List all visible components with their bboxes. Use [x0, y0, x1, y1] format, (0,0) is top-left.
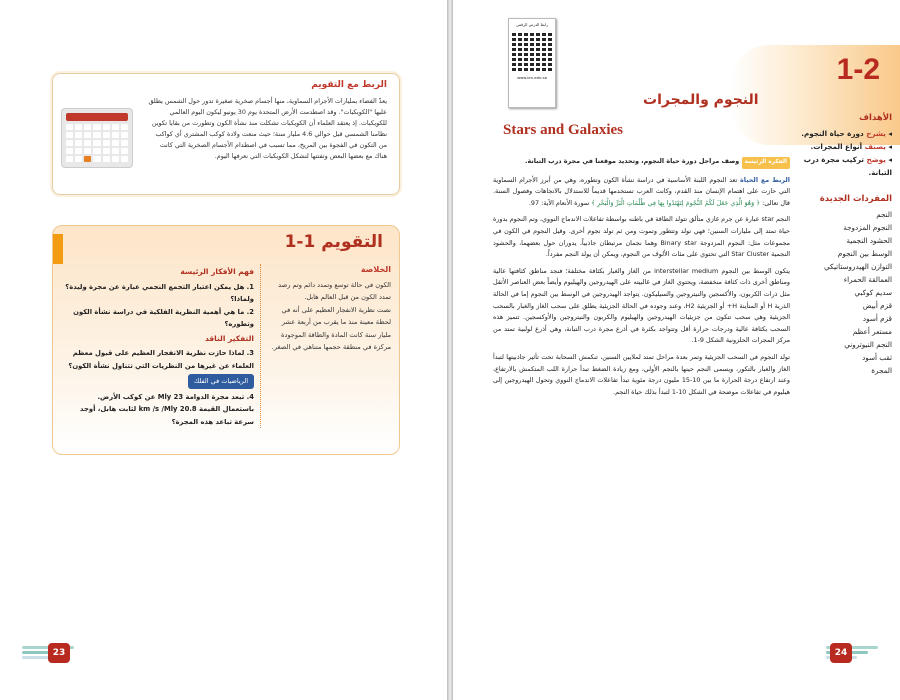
main-text-column [493, 156, 790, 403]
paragraph-2: النجم star عبارة عن جرم غازي متألق تتولد الطاقة في باطنه بواسطة تفاعلات الاندماج النووي، وتم النجوم بدورة حياة تمتد إلى مليارات السنين؛ فهي تولد وتتطور وتموت ومن ثم تولد نجوم أخرى. وقيل النجوم في الكون في مجموعات مثل: النجوم المزدوجة Binary star وهما نجمان مرتبطان جاذبياً، يدوران حول بعضهما، والحشود النجمية Star Cluster التي تحتوي على مئات الألوف من النجوم، ويمكن أن يولد النجم مفرداً. [493, 215, 791, 259]
lesson-title-arabic: النجوم والمجرات [643, 92, 759, 108]
vocab-heading: المفردات الجديدة [819, 194, 892, 204]
page-number: 23 [48, 643, 70, 663]
vocab-item: النجم [876, 210, 892, 219]
objectives-sidebar [792, 110, 892, 377]
question-3: 3. لماذا حازت نظرية الانفجار العظيم على قبول معظم العلماء عن غيرها من النظريات التي تتناول نشأة الكون؟ [68, 349, 254, 370]
box-title: الربط مع التقويم [311, 80, 387, 90]
vocab-item: الحشود النجمية [846, 236, 892, 245]
decorative-tab [53, 234, 63, 264]
critical-thinking-heading: التفكير الناقد [204, 333, 254, 343]
questions-column [65, 264, 261, 428]
question-1: 1. هل يمكن اعتبار التجمع النجمي عبارة عن مجرة وليدة؟ ولماذا؟ [65, 282, 254, 303]
calendar-image [61, 108, 133, 168]
vocab-item: النجوم المزدوجة [843, 223, 892, 232]
page-number: 24 [830, 643, 852, 663]
left-page [0, 0, 447, 700]
objective-item: ◂ يوضح تركيب مجرة درب التبانة. [803, 155, 892, 177]
vocab-item: العمالقة الحمراء [843, 275, 892, 284]
summary-item: نصت نظرية الانفجار العظيم على أنه في لحظة معينة منذ ما يقرب من أربعة عشر مليار سنة كانت المادة والطاقة الموجودة مركزة في منطقة حجمها متناهي في الصغر. [271, 305, 391, 351]
vocab-item: التوازن الهيدروستاتيكي [824, 262, 892, 271]
vocab-item: مستعر أعظم [852, 327, 892, 336]
vocab-item: النجم النيوتروني [844, 340, 892, 349]
main-idea-tag: الفكرة الرئيسة [742, 157, 790, 169]
summary-column [271, 264, 391, 354]
vocab-item: ثقب أسود [862, 353, 892, 362]
paragraph-1: الربط مع الحياة تعد النجوم اللبنة الأساسية في دراسة نشأة الكون وتطوره، وهي من أبرز الأجرام السماوية التي حازت على اهتمام الإنسان منذ القدم، وكانت العرب تستخدمها قديماً للاستدلال بالاتجاهات وفصول السنة. قال تعالى: ﴿ وَهُوَ الَّذِي جَعَلَ لَكُمُ النُّجُومَ لِتَهْتَدُوا بِهَا فِي ظُلُمَاتِ الْبَرِّ وَالْبَحْرِ ﴾ سورة الأنعام الآية: 97. [493, 175, 790, 207]
vocab-item: قزم أسود [862, 314, 892, 323]
summary-heading: الخلاصة [360, 265, 391, 274]
assessment-link-box [52, 73, 400, 195]
vocab-item: المجرة [871, 366, 892, 375]
vocab-item: الوسط بين النجوم [837, 249, 892, 258]
quran-verse: ﴿ وَهُوَ الَّذِي جَعَلَ لَكُمُ النُّجُومَ لِتَهْتَدُوا بِهَا فِي ظُلُمَاتِ الْبَرِّ وَالْبَحْرِ ﴾ [591, 198, 761, 207]
summary-item: الكون في حالة توسع وتمدد دائم وتم رصد تمدد الكون من قبل العالم هابل. [278, 280, 391, 301]
main-ideas-heading: فهم الأفكار الرئيسة [180, 267, 254, 276]
qr-label: رابط الدرس الرقمي [515, 22, 549, 27]
qr-url: www.ien.edu.sa [517, 75, 547, 80]
objective-item: ◂ يصنف أنواع المجرات. [810, 142, 892, 151]
objective-item: ◂ يشرح دورة حياة النجوم. [801, 129, 892, 138]
main-idea [493, 156, 790, 169]
question-4: 4. تبعد مجرة الدوامة Mly 23 عن كوكب الأرض. باستعمال القيمة 20.8 km /s /Mly لثابت هابل، أوجد سرعة تباعد هذه المجرة؟ [80, 392, 254, 426]
right-page [453, 0, 900, 700]
lesson-title-english: Stars and Galaxies [503, 122, 624, 138]
qr-code-card[interactable] [508, 18, 556, 108]
main-idea-text: وصف مراحل دورة حياة النجوم، وتحديد موقعنا في مجرة درب التبانة. [525, 157, 740, 165]
vocab-item: سديم كوكبي [854, 288, 892, 297]
review-title: التقويم 1-1 [284, 232, 383, 252]
lesson-number: 1-2 [836, 53, 880, 86]
review-box [52, 225, 400, 455]
paragraph-3: يتكون الوسط بين النجوم interstellar medium من الغاز والغبار بكثافة مختلفة؛ فنجد مناطق كثافتها عالية ومناطق أخرى ذات كثافة منخفضة، ويحتوي الغاز في غالبيته على الهيدروجين والهيليوم وأيضاً بعض العناصر الأثقل مثل ذرات الكربون، والأكسجين والنيتروجين والسيليكون. يتواجد الهيدروجين في الوسط بين النجوم إما في الحالة الذرية H أو المتأينة H+ أو الجزيئية H2، وعند وجوده في الحالة الجزيئية يطلق على سحب الغاز والغبار بالسحب الجزيئية وهي سحب تتكون من جزيئيات الهيدروجين والهيليوم والكربون والنيتروجين والأوكسجين. تتميز هذه السحب بكثافة عالية ودرجات حرارة أقل وتتواجد بكثرة في أذرع مجرة درب التبانة، وهي أذرع لولبية تمتد من مركز المجرات الحلزونية الشكل 9-1. [493, 266, 790, 345]
paragraph-4: تولد النجوم في السحب الجزيئية وتمر بعدة مراحل تمتد لملايين السنين، تنكمش السحابة تحت تأثير جاذبيتها لتبدأ الغاز والغبار بالتكور، ويسمى النجم حينها بالنجم الأولي، ومع زيادة الضغط تبدأ حرارة اللب المتكمش بالارتفاع، وعند ارتفاع درجة الحرارة ما بين 10-15 مليون درجة مئوية تبدأ تفاعلات الاندماج النووي وتحول الهيدروجين إلى هيليوم في تفاعلات موضحة في الشكل 10-1 لتبدأ بذلك حياة النجم. [493, 352, 790, 396]
question-2: 2. ما هي أهمية النظرية الفلكية في دراسة نشأة الكون وتطوره؟ [73, 307, 254, 328]
qr-code-icon[interactable] [512, 31, 552, 71]
vocab-item: قزم أبيض [862, 301, 892, 310]
box-text: يعدّ الفضاء بمليارات الأجرام السماوية، منها أجسام صخرية صغيرة تدور حول الشمس يطلق عليها "الكويكبات". وقد اصطدمت الأرض المتحدة يوم 30 يونيو ليكون اليوم العالمي للكويكبات. إذ يعتقد العلماء أن الكويكبات تشكلت منذ نشأة الكون وتطورت من بقايا تكوين نظامنا الشمسي قبل حوالي 4.6 مليار سنة؛ حيث منعت ولادة كوكب المشتري أي كواكب من التكون في الفجوة بين المريخ، مما تسبب في اصطدام الأجسام الصخرية التي كانت هناك مع بعضها البعض وتفتتها لتشكل الكويكبات التي نعرفها اليوم. [148, 97, 387, 160]
vocab-list [792, 208, 892, 377]
objectives-heading: الأهداف [859, 113, 892, 123]
math-tag: الرياضيات في الفلك [188, 374, 254, 389]
